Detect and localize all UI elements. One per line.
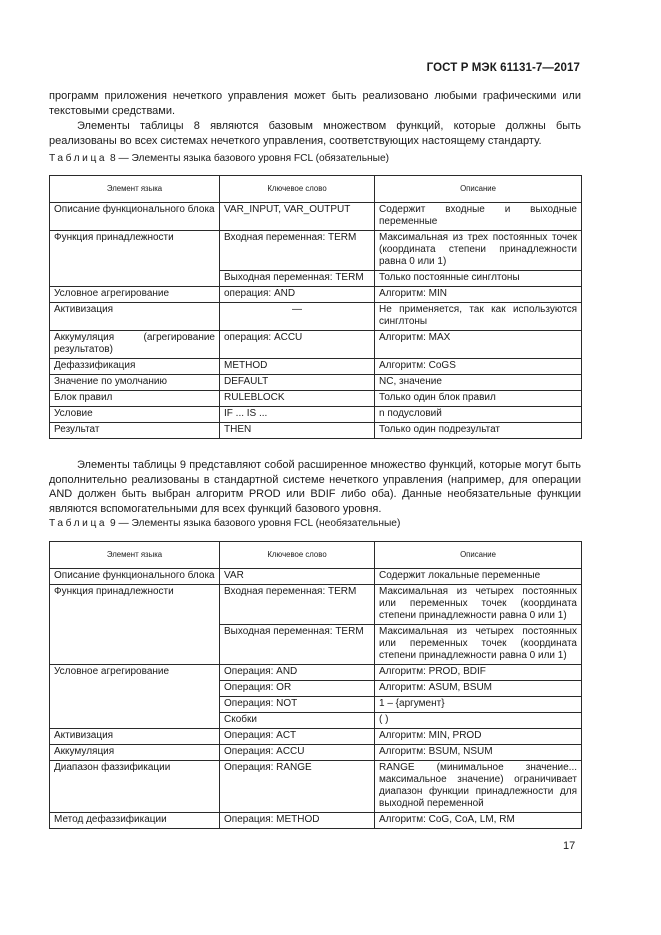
table-cell: Условное агрегирование — [50, 665, 220, 729]
table-cell: Метод дефаззификации — [50, 813, 220, 829]
table-row — [50, 303, 582, 331]
table-row — [50, 665, 582, 681]
table-cell: Аккумуляция (агрегирование результатов) — [50, 331, 220, 359]
standard-header: ГОСТ Р МЭК 61131-7—2017 — [426, 62, 580, 74]
table-cell: VAR_INPUT, VAR_OUTPUT — [220, 203, 375, 231]
table-row — [50, 391, 582, 407]
table9-caption — [49, 518, 400, 529]
table8-caption-text: 8 — Элементы языка базового уровня FCL (обязательные) — [110, 153, 390, 164]
table-cell: 1 – {аргумент} — [375, 697, 582, 713]
table-cell: Содержит входные и выходные переменные — [375, 203, 582, 231]
table-cell: Только один подрезультат — [375, 423, 582, 439]
table-cell: Алгоритм: CoG, CoA, LM, RM — [375, 813, 582, 829]
table-cell: — — [220, 303, 375, 331]
table-cell: операция: AND — [220, 287, 375, 303]
table-cell: Алгоритм: MIN, PROD — [375, 729, 582, 745]
table-row — [50, 375, 582, 391]
table-cell: Дефаззификация — [50, 359, 220, 375]
table-row — [50, 331, 582, 359]
table-row — [50, 423, 582, 439]
table-cell: Аккумуляция — [50, 745, 220, 761]
table-cell: Операция: ACT — [220, 729, 375, 745]
page-number: 17 — [563, 840, 576, 852]
table-row — [50, 231, 582, 271]
table-cell: Функция принадлежности — [50, 585, 220, 665]
table-cell: Только один блок правил — [375, 391, 582, 407]
table-cell: Максимальная из четырех постоянных или переменных точек (координата степени принадлежности равна 0 или 1) — [375, 625, 582, 665]
table8-caption — [49, 153, 389, 164]
table-cell: Результат — [50, 423, 220, 439]
table-cell: Условное агрегирование — [50, 287, 220, 303]
table-row — [50, 203, 582, 231]
column-header: Элемент языка — [50, 542, 220, 569]
table-cell: Описание функционального блока — [50, 203, 220, 231]
table-cell: Операция: AND — [220, 665, 375, 681]
table-cell: Операция: NOT — [220, 697, 375, 713]
table9-caption-label: Таблица — [49, 518, 108, 529]
table-cell: Алгоритм: PROD, BDIF — [375, 665, 582, 681]
table-9 — [49, 541, 582, 829]
table-row — [50, 761, 582, 813]
table-cell: операция: ACCU — [220, 331, 375, 359]
table-cell: ( ) — [375, 713, 582, 729]
table-cell: THEN — [220, 423, 375, 439]
column-header: Ключевое слово — [220, 542, 375, 569]
table-cell: Выходная переменная: TERM — [220, 271, 375, 287]
table-row — [50, 813, 582, 829]
table-cell: Максимальная из трех постоянных точек (координата степени принадлежности равна 0 или 1) — [375, 231, 582, 271]
table-cell: IF ... IS ... — [220, 407, 375, 423]
table-cell: VAR — [220, 569, 375, 585]
table-cell: Активизация — [50, 303, 220, 331]
table-row — [50, 359, 582, 375]
table-cell: RULEBLOCK — [220, 391, 375, 407]
column-header: Ключевое слово — [220, 176, 375, 203]
table-cell: DEFAULT — [220, 375, 375, 391]
table-cell: Выходная переменная: TERM — [220, 625, 375, 665]
table-cell: RANGE (минимальное значение... максимальное значение) ограничивает диапазон функции принадлежности для выходной переменной — [375, 761, 582, 813]
column-header: Описание — [375, 542, 582, 569]
table-cell: Содержит локальные переменные — [375, 569, 582, 585]
table8-header-row — [50, 176, 582, 203]
table-cell: Входная переменная: TERM — [220, 585, 375, 625]
table-cell: Скобки — [220, 713, 375, 729]
table-cell: Алгоритм: ASUM, BSUM — [375, 681, 582, 697]
table9-header-row — [50, 542, 582, 569]
table-cell: Функция принадлежности — [50, 231, 220, 287]
table-cell: Активизация — [50, 729, 220, 745]
table-cell: Операция: OR — [220, 681, 375, 697]
table-row — [50, 585, 582, 625]
table-cell: Диапазон фаззификации — [50, 761, 220, 813]
paragraph-1: программ приложения нечеткого управления может быть реализовано любыми графическими или текстовыми средствами. — [49, 90, 581, 117]
table-row — [50, 287, 582, 303]
table-8 — [49, 175, 582, 439]
table-cell: Значение по умолчанию — [50, 375, 220, 391]
table-cell: Максимальная из четырех постоянных или переменных точек (координата степени принадлежности равна 0 или 1) — [375, 585, 582, 625]
table9-caption-text: 9 — Элементы языка базового уровня FCL (необязательные) — [110, 518, 401, 529]
table-cell: Описание функционального блока — [50, 569, 220, 585]
table-cell: Операция: RANGE — [220, 761, 375, 813]
table-row — [50, 407, 582, 423]
table-cell: Блок правил — [50, 391, 220, 407]
table-cell: METHOD — [220, 359, 375, 375]
table-row — [50, 569, 582, 585]
table-cell: Алгоритм: MIN — [375, 287, 582, 303]
table-cell: Не применяется, так как используются синглтоны — [375, 303, 582, 331]
column-header: Элемент языка — [50, 176, 220, 203]
table-cell: Алгоритм: CoGS — [375, 359, 582, 375]
table-cell: Только постоянные синглтоны — [375, 271, 582, 287]
table-row — [50, 729, 582, 745]
table-cell: n подусловий — [375, 407, 582, 423]
table-cell: Операция: METHOD — [220, 813, 375, 829]
table-cell: Алгоритм: BSUM, NSUM — [375, 745, 582, 761]
table-cell: Операция: ACCU — [220, 745, 375, 761]
table-cell: NC, значение — [375, 375, 582, 391]
table8-caption-label: Таблица — [49, 153, 108, 164]
table-cell: Входная переменная: TERM — [220, 231, 375, 271]
table-row — [50, 745, 582, 761]
table-cell: Алгоритм: MAX — [375, 331, 582, 359]
paragraph-3: Элементы таблицы 9 представляют собой расширенное множество функций, которые могут быть дополнительно реализованы в стандартной системе нечеткого управления (например, для операции AND должен быть выбран алгоритм PROD или BDIF либо оба). Данные необязательные функции являются вспомогательными для всех функций базового уровня. — [49, 459, 581, 515]
table-cell: Условие — [50, 407, 220, 423]
paragraph-2: Элементы таблицы 8 являются базовым множеством функций, которые должны быть реализованы во всех системах нечеткого управления, соответствующих настоящему стандарту. — [49, 120, 581, 147]
column-header: Описание — [375, 176, 582, 203]
